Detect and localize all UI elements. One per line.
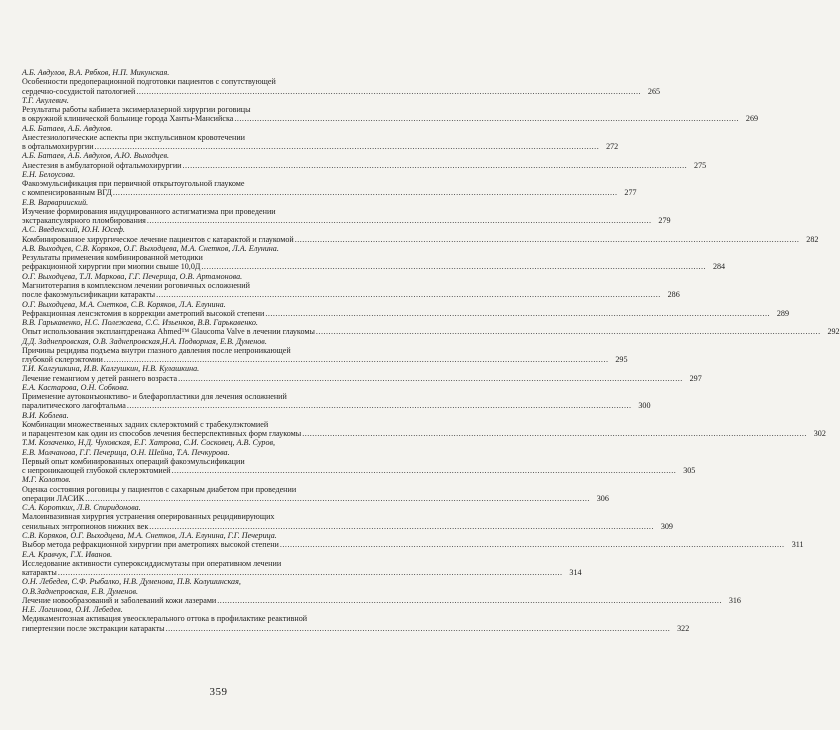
toc-entry: [22, 243, 726, 272]
entry-page-number: 277: [624, 188, 637, 198]
entry-authors: С.В. Коряков, О.Г. Выходцева, М.А. Снетков, Л.А. Елунина, Г.Г. Печерица.: [22, 531, 277, 541]
entry-authors: О.Г. Выходцева, М.А. Снетков, С.В. Коряков, Л.А. Елунина.: [22, 299, 226, 309]
entry-authors: О.Г. Выходцева, Т.Л. Маркова, Г.Г. Печерица, О.В. Артамонова.: [22, 271, 243, 281]
entry-title-text: Комбинированное хирургическое лечение пациентов с катарактой и глаукомой: [22, 234, 294, 244]
entry-title-line: [22, 401, 651, 411]
dot-leader: ........................................................................................................................................................................................................: [112, 188, 618, 198]
entry-title-line: [22, 290, 680, 300]
dot-leader: ........................................................................................................................................................................................................: [171, 466, 677, 476]
entry-title-line: [22, 355, 628, 365]
entry-title-line: Особенности предоперационной подготовки пациентов с сопутствующей: [22, 77, 276, 87]
toc-entry: [22, 531, 804, 550]
entry-page-number: 302: [813, 429, 826, 439]
entry-title-line: [22, 429, 826, 439]
entry-authors: А.В. Выходцев, С.В. Коряков, О.Г. Выходцева, М.А. Снетков, Л.А. Елунина.: [22, 243, 279, 253]
entry-authors: Е.В. Молчанова, Г.Г. Печерица, О.Н. Шейна, Т.А. Печкурова.: [22, 447, 230, 457]
entry-page-number: 314: [569, 568, 582, 578]
entry-page-number: 286: [667, 290, 680, 300]
dot-leader: ........................................................................................................................................................................................................: [294, 234, 800, 244]
entry-page-number: 279: [658, 216, 671, 226]
entry-title-text: глубокой склерэктомии: [22, 355, 103, 365]
entry-title-line: [22, 188, 637, 198]
entry-title-text: Выбор метода рефракционной хирургии при аметропиях высокой степени: [22, 540, 279, 550]
entry-page-number: 306: [596, 493, 609, 503]
entry-title-line: [22, 327, 840, 337]
entry-page-number: 284: [712, 262, 726, 272]
dot-leader: ........................................................................................................................................................................................................: [146, 216, 652, 226]
entry-title-line: [22, 86, 661, 96]
entry-page-number: 309: [660, 521, 673, 531]
entry-title-line: Медикаментозная активация увеосклерального оттока в профилактике реактивной: [22, 614, 308, 624]
entry-authors: В.И. Коблева.: [22, 410, 69, 420]
entry-title-text: после факоэмульсификации катаракты: [22, 290, 156, 300]
entry-title-line: [22, 216, 671, 226]
entry-page-number: 311: [791, 540, 804, 550]
toc-entry: [22, 68, 661, 96]
entry-title-text: и парацентезом как один из способов лечения бесперспективных форм глаукомы: [22, 429, 302, 439]
page-number: 359: [209, 686, 228, 698]
entry-authors: В.В. Гарькавенко, Н.С. Полежаева, С.С. Изьенков, В.В. Гарькавенко.: [22, 318, 258, 328]
toc-entry: [22, 336, 628, 365]
dot-leader: ........................................................................................................................................................................................................: [156, 290, 661, 300]
entry-title-line: [22, 308, 790, 318]
entry-title-text: экстракапсулярного пломбирования: [22, 216, 146, 226]
entry-title-line: Исследование активности супероксиддисмутазы при оперативном лечении: [22, 558, 282, 568]
entry-title-text: сердечно-сосудистой патологией: [22, 86, 136, 96]
entry-title-line: [22, 234, 819, 244]
dot-leader: ........................................................................................................................................................................................................: [217, 595, 722, 605]
entry-title-line: Малоинвазивная хирургия устранения оперированных рецидивирующих: [22, 512, 275, 522]
entry-authors: О.Н. Лебедев, С.Ф. Рыбалко, Н.В. Думенова, П.В. Колушинская,: [22, 577, 241, 587]
entry-title-line: [22, 623, 690, 633]
dot-leader: ........................................................................................................................................................................................................: [315, 327, 821, 337]
entry-page-number: 265: [647, 86, 661, 96]
entry-authors: Е.А. Кастарова, О.Н. Собкова.: [22, 382, 129, 392]
entry-title-line: Результаты применения комбинированной методики: [22, 253, 203, 263]
entry-page-number: 300: [638, 401, 651, 411]
entry-authors: Е.Н. Белоусова.: [22, 169, 76, 179]
entry-title-text: в офтальмохирургии: [22, 142, 94, 152]
toc-entry: [22, 577, 416, 586]
entry-page-number: 282: [806, 234, 819, 244]
entry-page-number: 316: [728, 595, 741, 605]
entry-title-line: Первый опыт комбинированных операций факоэмульсификации: [22, 456, 245, 466]
toc-entry: [22, 318, 840, 337]
toc-entry: [22, 549, 582, 578]
entry-authors: А.Б. Батаев, А.Б. Авдулов.: [22, 123, 113, 133]
entry-page-number: 289: [776, 308, 790, 318]
toc-entry: [22, 197, 671, 226]
toc-entry: [22, 271, 680, 300]
toc-entry: [22, 586, 741, 606]
toc-entry: [22, 605, 690, 633]
toc-entry: [22, 123, 619, 152]
toc-entry: [22, 95, 759, 124]
entry-title-text: с компенсированным ВГД: [22, 188, 112, 198]
entry-authors: Н.Е. Логинова, О.И. Лебедев.: [22, 605, 123, 615]
entry-title-text: Опыт использования эксплантдренажа Ahmed™ Glaucoma Valve в лечении глаукомы: [22, 327, 315, 337]
entry-authors: С.А. Коротких, Л.В. Спиридонова.: [22, 503, 141, 513]
dot-leader: ........................................................................................................................................................................................................: [165, 623, 671, 633]
toc-entry: [22, 447, 696, 476]
entry-title-text: паралитического лагофтальма: [22, 401, 126, 411]
dot-leader: ........................................................................................................................................................................................................: [136, 86, 642, 96]
entry-title-line: Магнитотерапия в комплексном лечении роговичных осложнений: [22, 280, 250, 290]
entry-title-line: [22, 373, 702, 383]
toc-entry: [22, 382, 651, 411]
entry-title-text: рефракционной хирургии при миопии свыше 10,0Д: [22, 262, 201, 272]
entry-authors: А.Б. Авдулов, В.А. Рябков, Н.П. Микунская.: [22, 68, 170, 77]
entry-title-text: Лечение гемангиом у детей раннего возраста: [22, 373, 178, 383]
entry-page-number: 292: [827, 327, 840, 337]
entry-title-text: в окружной клинической больнице города Ханты-Мансийска: [22, 114, 234, 124]
entry-title-line: [22, 466, 696, 476]
dot-leader: ........................................................................................................................................................................................................: [201, 262, 707, 272]
entry-authors: Т.И. Калгушкина, И.В. Калгушкин, Н.В. Кулашкина.: [22, 364, 200, 374]
toc-entry: [22, 151, 707, 170]
entry-authors: М.Г. Колотов.: [22, 475, 71, 485]
entry-authors: А.Б. Батаев, А.Б. Авдулов, А.Ю. Выходцев.: [22, 151, 170, 161]
entry-title-text: операции ЛАСИК: [22, 493, 85, 503]
dot-leader: ........................................................................................................................................................................................................: [57, 568, 563, 578]
dot-leader: ........................................................................................................................................................................................................: [234, 114, 740, 124]
entry-title-text: гипертензии после экстракции катаракты: [22, 623, 165, 633]
dot-leader: ........................................................................................................................................................................................................: [126, 401, 632, 411]
dot-leader: ........................................................................................................................................................................................................: [302, 429, 807, 439]
dot-leader: ........................................................................................................................................................................................................: [85, 493, 590, 503]
toc-entry: [22, 225, 819, 244]
entry-title-line: Оценка состояния роговицы у пациентов с сахарным диабетом при проведении: [22, 484, 297, 494]
entry-title-line: [22, 160, 707, 170]
entry-title-line: [22, 262, 726, 272]
toc-entry: [22, 410, 826, 439]
dot-leader: ........................................................................................................................................................................................................: [149, 521, 654, 531]
entry-title-line: Результаты работы кабинета эксимерлазерной хирургии роговицы: [22, 105, 251, 114]
entry-authors: Т.Г. Акулевич.: [22, 95, 69, 105]
entry-title-line: Причины рецидива подъема внутри глазного давления после непроникающей: [22, 345, 291, 355]
entry-page-number: 305: [683, 466, 696, 476]
entry-title-text: с непроникающей глубокой склерэктомией: [22, 466, 171, 476]
entry-title-line: Комбинации множественных задних склерэктомий с трабекулэктомией: [22, 419, 269, 429]
toc-entry: [22, 503, 673, 531]
entry-title-line: [22, 114, 759, 124]
toc-entry: [22, 169, 637, 198]
entry-title-line: [22, 595, 741, 605]
dot-leader: ........................................................................................................................................................................................................: [182, 160, 688, 170]
toc-entry: [22, 475, 609, 503]
entry-authors: Д.Д. Заднепровская, О.В. Заднепровская,Н.А. Подворная, Е.В. Думенов.: [22, 336, 267, 346]
entry-title-text: Рефракционная ленсэктомия в коррекции аметропий высокой степени: [22, 308, 265, 318]
entry-title-text: катаракты: [22, 568, 57, 578]
entry-authors: Т.М. Козаченко, Н.Д. Чуховская, Е.Г. Хатрова, С.И. Сосковец, А.В. Суров,: [22, 438, 276, 448]
entry-title-text: Анестезия в амбулаторной офтальмохирургии: [22, 160, 182, 170]
entry-title-text: Лечение новообразований и заболеваний кожи лазерами: [22, 595, 217, 605]
dot-leader: ........................................................................................................................................................................................................: [279, 540, 785, 550]
entry-page-number: 272: [606, 142, 619, 152]
entry-title-line: [22, 521, 673, 531]
entry-page-number: 297: [689, 373, 702, 383]
dot-leader: ........................................................................................................................................................................................................: [103, 355, 609, 365]
dot-leader: ........................................................................................................................................................................................................: [178, 373, 683, 383]
entry-page-number: 295: [615, 355, 628, 365]
entry-page-number: 322: [677, 623, 690, 633]
toc-entry: [22, 364, 702, 383]
entry-title-line: [22, 142, 619, 152]
entry-title-text: сенильных энтропионов нижних век: [22, 521, 149, 531]
entry-authors: А.С. Введенский, Ю.Н. Юсеф.: [22, 225, 125, 235]
dot-leader: ........................................................................................................................................................................................................: [265, 308, 771, 318]
entry-title-line: Анестезиологические аспекты при экспульсивном кровотечении: [22, 132, 245, 142]
entry-title-line: [22, 540, 804, 550]
entry-authors: Е.В. Варварииский.: [22, 197, 89, 207]
table-of-contents: [22, 68, 840, 633]
entry-title-line: Факоэмульсификация при первичной открытоугольной глаукоме: [22, 179, 245, 189]
toc-entry: [22, 438, 416, 447]
entry-title-line: [22, 568, 582, 578]
entry-title-line: Изучение формирования индуцированного астигматизма при проведении: [22, 206, 276, 216]
entry-page-number: 269: [745, 114, 759, 124]
entry-authors: О.В.Заднепровская, Е.В. Думенов.: [22, 586, 139, 596]
dot-leader: ........................................................................................................................................................................................................: [94, 142, 600, 152]
toc-entry: [22, 299, 790, 319]
entry-page-number: 275: [694, 160, 707, 170]
entry-title-line: Применение аутоконъюнктиво- и блефаропластики для лечения осложнений: [22, 392, 287, 402]
entry-title-line: [22, 493, 609, 503]
entry-authors: Е.А. Кравчук, Г.Х. Иванов.: [22, 549, 113, 559]
